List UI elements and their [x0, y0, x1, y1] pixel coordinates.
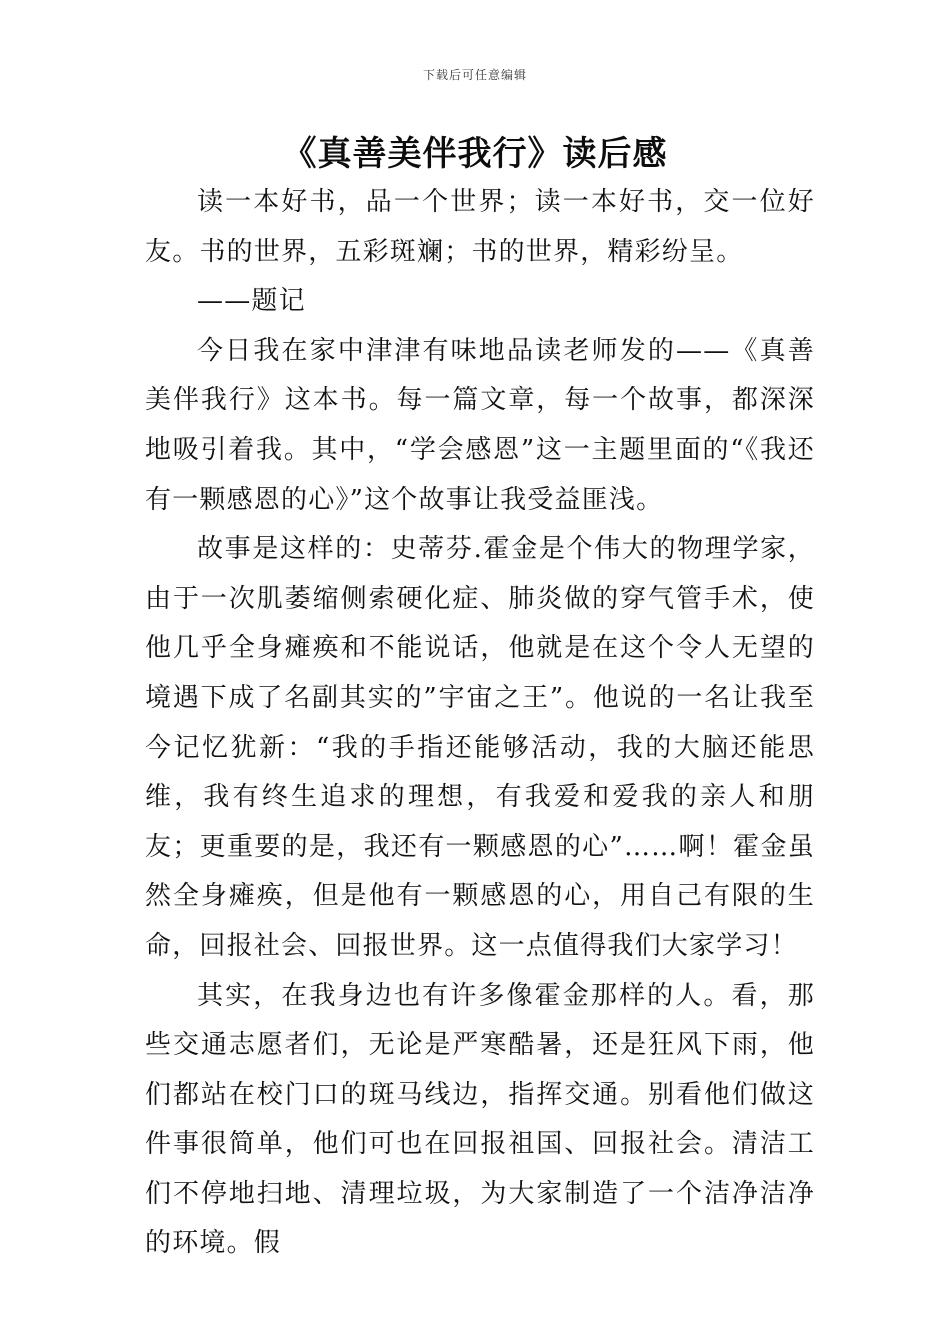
paragraph-epigraph: 读一本好书，品一个世界；读一本好书，交一位好友。书的世界，五彩斑斓；书的世界，精彩纷呈。: [145, 187, 815, 267]
page-title: 《真善美伴我行》读后感: [282, 134, 668, 174]
download-note: 下载后可任意编辑: [422, 68, 527, 82]
paragraph-epigraph-attribution: ——题记: [197, 286, 306, 317]
paragraph-intro: 今日我在家中津津有味地品读老师发的——《真善美伴我行》这本书。每一篇文章，每一个故事，都深深地吸引着我。其中，“学会感恩”这一主题里面的“《我还有一颗感恩的心》”这个故事让我受益匪浅。: [145, 335, 815, 515]
article-body: [145, 178, 815, 1269]
paragraph-reflection: 其实，在我身边也有许多像霍金那样的人。看，那些交通志愿者们，无论是严寒酷暑，还是狂风下雨，他们都站在校门口的斑马线边，指挥交通。别看他们做这件事很简单，他们可也在回报祖国、回报社会。清洁工们不停地扫地、清理垃圾，为大家制造了一个洁净洁净的环境。假: [145, 980, 815, 1259]
paragraph-story: 故事是这样的：史蒂芬.霍金是个伟大的物理学家，由于一次肌萎缩侧索硬化症、肺炎做的穿气管手术，使他几乎全身瘫痪和不能说话，他就是在这个令人无望的境遇下成了名副其实的”宇宙之王”。他说的一名让我至今记忆犹新：“我的手指还能够活动，我的大脑还能思维，我有终生追求的理想，有我爱和爱我的亲人和朋友；更重要的是，我还有一颗感恩的心”……啊！霍金虽然全身瘫痪，但是他有一颗感恩的心，用自己有限的生命，回报社会、回报世界。这一点值得我们大家学习！: [145, 534, 815, 961]
